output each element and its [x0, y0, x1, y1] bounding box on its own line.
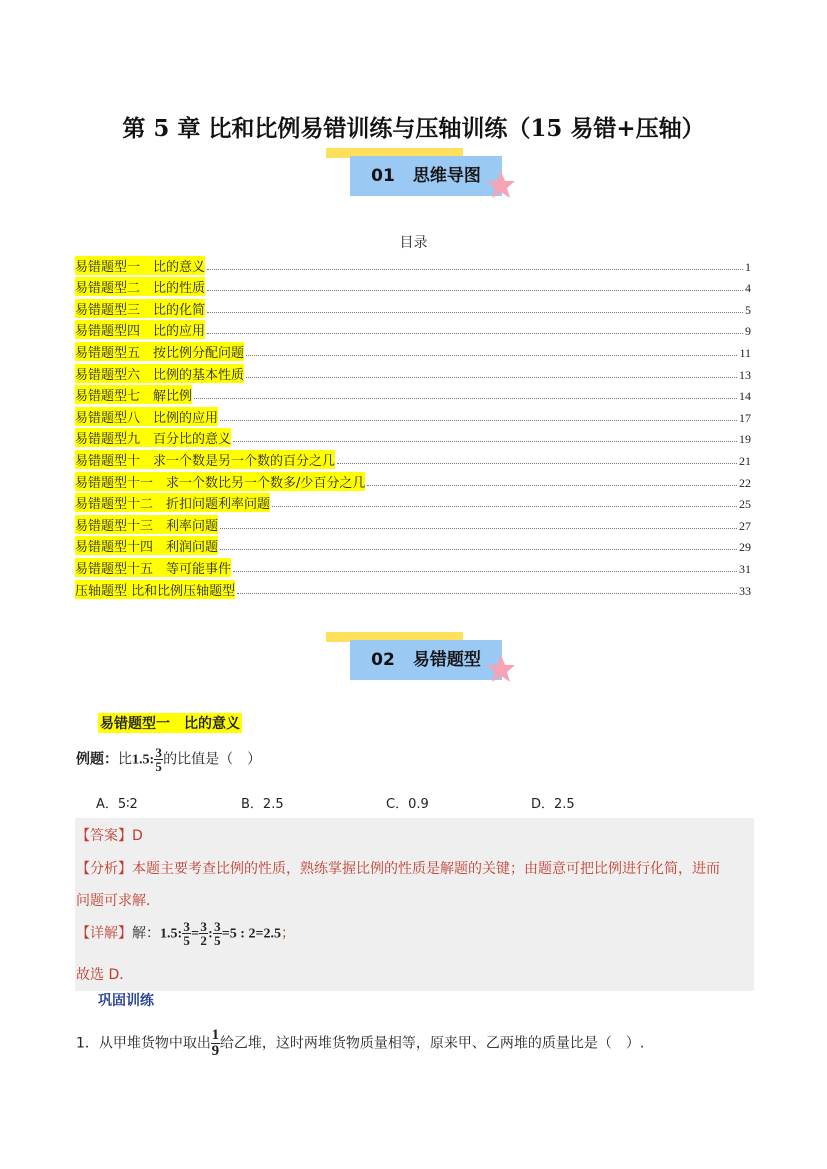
toc-entry-label[interactable]: 易错题型九 百分比的意义	[75, 428, 231, 447]
toc-entry-label[interactable]: 易错题型十四 利润问题	[75, 536, 218, 555]
toc-leader-dots	[207, 290, 743, 291]
toc-entry[interactable]	[75, 534, 751, 556]
toc-leader-dots	[220, 420, 737, 421]
toc-entry-label[interactable]: 易错题型十 求一个数是另一个数的百分之几	[75, 450, 335, 469]
toc-leader-dots	[220, 528, 737, 529]
toc-entry[interactable]	[75, 275, 751, 297]
example-prefix: 例题：	[76, 751, 118, 768]
toc-entry-label[interactable]: 易错题型十三 利率问题	[75, 515, 218, 534]
solution-box	[75, 818, 754, 991]
analysis-continued: 问题可求解．	[76, 893, 160, 909]
toc-leader-dots	[367, 485, 737, 486]
toc-page-number: 27	[739, 518, 751, 533]
toc-entry[interactable]	[75, 577, 751, 599]
toc-entry-label[interactable]: 易错题型四 比的应用	[75, 320, 205, 339]
option-b: B．2.5	[241, 797, 284, 812]
toc-entry-label[interactable]: 易错题型五 按比例分配问题	[75, 342, 244, 361]
section-heading: 易错题型一 比的意义	[98, 713, 242, 733]
toc-page-number: 25	[739, 497, 751, 512]
example-expr: 1.5:	[132, 752, 155, 768]
toc-entry[interactable]	[75, 253, 751, 275]
toc-leader-dots	[237, 593, 737, 594]
toc-page-number: 9	[745, 324, 751, 339]
toc-entry-label[interactable]: 易错题型八 比例的应用	[75, 407, 218, 426]
toc-page-number: 1	[745, 259, 751, 274]
toc-page-number: 13	[739, 367, 751, 382]
toc-entry[interactable]	[75, 361, 751, 383]
banner-label: 思维导图	[412, 166, 481, 186]
toc-entry[interactable]	[75, 339, 751, 361]
star-icon	[486, 654, 516, 684]
option-a: A．5∶2	[96, 797, 138, 812]
toc-entry-label[interactable]: 易错题型二 比的性质	[75, 277, 205, 296]
toc-leader-dots	[246, 355, 737, 356]
star-icon	[486, 170, 516, 200]
answer-options	[96, 793, 676, 812]
toc-entry[interactable]	[75, 426, 751, 448]
banner-number: 01	[371, 166, 395, 186]
toc-leader-dots	[246, 377, 737, 378]
toc-entry-label[interactable]: 易错题型六 比例的基本性质	[75, 364, 244, 383]
detail-line: 【详解】解：1.5: $\frac{3}{5}$ = $\frac{3}{2}$ : $\frac{3}{5}$ =5 : 2=2.5；	[76, 919, 295, 948]
toc-page-number: 22	[739, 475, 751, 490]
toc-page-number: 11	[739, 345, 751, 360]
banner-label: 易错题型	[412, 650, 481, 670]
toc-entry[interactable]	[75, 447, 751, 469]
toc-entry[interactable]	[75, 383, 751, 405]
answer-line: 【答案】D	[76, 828, 143, 844]
consolidation-heading: 巩固训练	[98, 993, 154, 1009]
toc-leader-dots	[207, 312, 743, 313]
toc-page-number: 33	[739, 583, 751, 598]
conclusion-line: 故选 D．	[76, 967, 134, 983]
toc-leader-dots	[194, 398, 737, 399]
toc-page-number: 31	[739, 561, 751, 576]
toc-entry-label[interactable]: 易错题型十五 等可能事件	[75, 558, 231, 577]
toc-leader-dots	[272, 506, 737, 507]
toc-page-number: 29	[739, 540, 751, 555]
banner-number: 02	[371, 650, 395, 670]
toc-entry-label[interactable]: 压轴题型 比和比例压轴题型	[75, 580, 235, 599]
example-text: 比	[118, 751, 132, 768]
toc-page-number: 17	[739, 410, 751, 425]
section-banner-mindmap	[322, 148, 522, 208]
toc-leader-dots	[207, 269, 743, 270]
toc-entry[interactable]	[75, 318, 751, 340]
table-of-contents	[75, 253, 751, 599]
practice-question-1: 1．从甲堆货物中取出 $\frac{1}{9}$ 给乙堆，这时两堆货物质量相等，原来甲、乙两堆的质量比是（ ）.	[76, 1027, 645, 1059]
analysis-line: 【分析】本题主要考查比例的性质，熟练掌握比例的性质是解题的关键；由题意可把比例进行化简，进而	[76, 861, 720, 877]
option-c: C．0.9	[386, 797, 429, 812]
toc-entry-label[interactable]: 易错题型一 比的意义	[75, 256, 205, 275]
toc-entry-label[interactable]: 易错题型十一 求一个数比另一个数多/少百分之几	[75, 472, 365, 491]
toc-entry[interactable]	[75, 491, 751, 513]
page-title: 第 5 章 比和比例易错训练与压轴训练（15 易错+压轴）	[122, 115, 705, 142]
toc-entry-label[interactable]: 易错题型七 解比例	[75, 385, 192, 404]
example-text-after: 的比值是（ ）	[163, 751, 262, 768]
toc-page-number: 5	[745, 302, 751, 317]
toc-entry-label[interactable]: 易错题型三 比的化简	[75, 299, 205, 318]
toc-page-number: 14	[739, 389, 751, 404]
toc-leader-dots	[233, 571, 737, 572]
toc-heading: 目录	[399, 235, 428, 251]
fraction: $\frac{3}{5}$	[155, 745, 162, 774]
toc-page-number: 19	[739, 432, 751, 447]
toc-entry[interactable]	[75, 512, 751, 534]
toc-leader-dots	[207, 333, 743, 334]
toc-entry[interactable]	[75, 404, 751, 426]
toc-entry[interactable]	[75, 469, 751, 491]
section-banner-errors	[322, 632, 522, 692]
toc-leader-dots	[337, 463, 737, 464]
toc-entry-label[interactable]: 易错题型十二 折扣问题利率问题	[75, 493, 270, 512]
option-d: D．2.5	[531, 797, 575, 812]
toc-entry[interactable]	[75, 555, 751, 577]
example-question	[76, 746, 261, 773]
toc-leader-dots	[233, 441, 737, 442]
toc-entry[interactable]	[75, 296, 751, 318]
toc-page-number: 4	[745, 281, 751, 296]
toc-page-number: 21	[739, 453, 751, 468]
toc-leader-dots	[220, 549, 737, 550]
